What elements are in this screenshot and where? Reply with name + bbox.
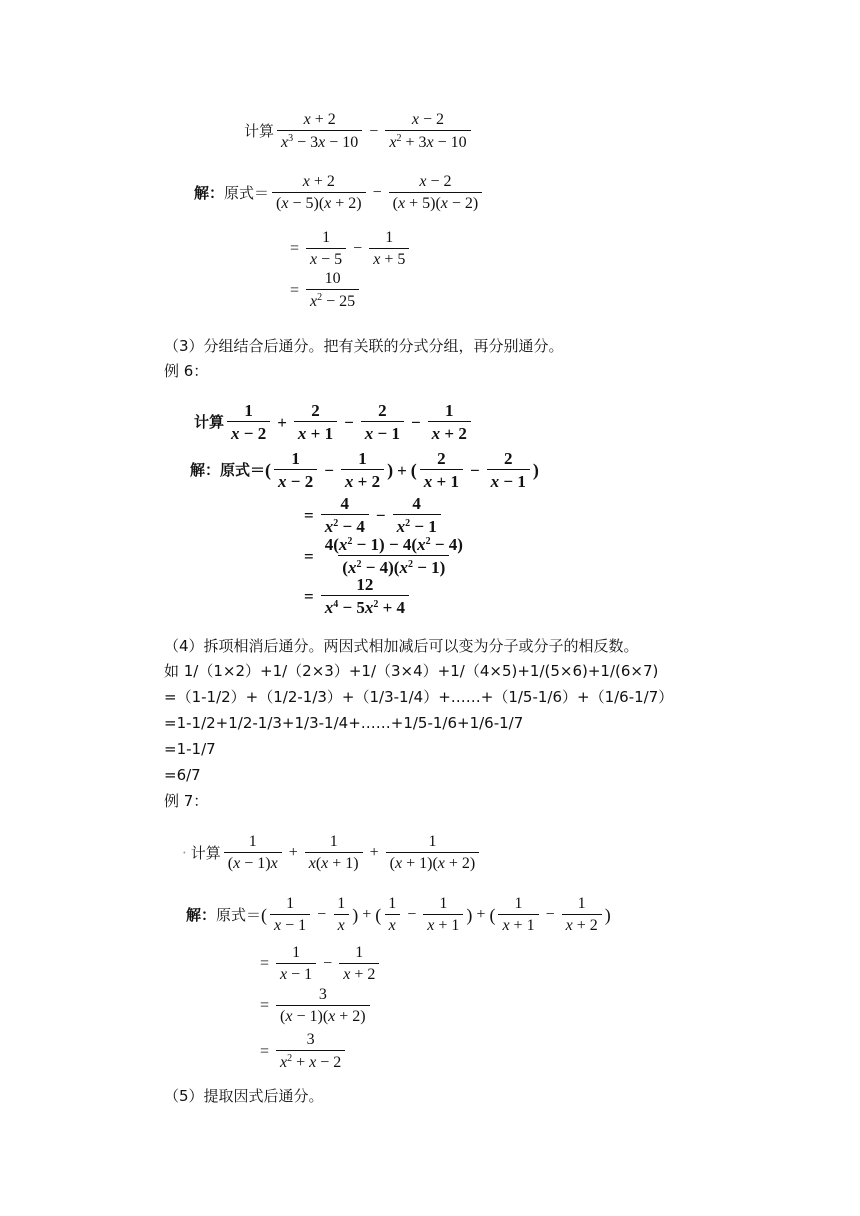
bullet: · bbox=[182, 843, 187, 862]
fraction: $\frac{1}{x + 2}$ bbox=[428, 402, 471, 442]
fraction: $\frac{x + 2}{(x - 5)(x + 2)}$ bbox=[272, 174, 366, 212]
fraction: $\frac{1}{x + 1}$ bbox=[498, 896, 538, 934]
example6-label: 例 6： bbox=[164, 362, 209, 380]
fraction: $\frac{1}{x + 2}$ bbox=[562, 896, 602, 934]
fraction: $\frac{2}{x - 1}$ bbox=[361, 402, 404, 442]
fraction: $\frac{1}{x - 5}$ bbox=[306, 230, 346, 268]
fraction: $\frac{1}{x - 2}$ bbox=[274, 450, 317, 490]
fraction: $\frac{2}{x - 1}$ bbox=[487, 450, 530, 490]
fraction: $\frac{1}{(x - 1)x}$ bbox=[224, 834, 282, 872]
compute-label: 计算 bbox=[244, 122, 275, 140]
fraction: $\frac{1}{x}$ bbox=[333, 896, 349, 934]
original-expression-label: 原式＝ bbox=[216, 905, 262, 924]
fraction: $\frac{1}{x - 1}$ bbox=[276, 945, 316, 983]
fraction: $\frac{1}{x + 5}$ bbox=[369, 230, 409, 268]
example7-solution-step4: = $\frac{3}{x^2 + x - 2}$ bbox=[256, 1032, 348, 1071]
example5-solution-step2: = $\frac{1}{x - 5}$ − $\frac{1}{x + 5}$ bbox=[286, 230, 412, 268]
example6-problem: 计算 $\frac{1}{x - 2}$ + $\frac{2}{x + 1}$ − $\frac{2}{x - 1}$ − $\frac{1}{x + 2}$ bbox=[194, 402, 474, 442]
fraction: $\frac{1}{x(x + 1)}$ bbox=[305, 834, 363, 872]
fraction: $\frac{1}{x - 1}$ bbox=[270, 896, 310, 934]
fraction: $\frac{3}{(x - 1)(x + 2)}$ bbox=[276, 987, 370, 1025]
example5-solution-step1: 解： 原式＝ $\frac{x + 2}{(x - 5)(x + 2)}$ − $\frac{x - 2}{(x + 5)(x - 2)}$ bbox=[194, 174, 485, 212]
example6-solution-step2: = $\frac{4}{x^2 - 4}$ − $\frac{4}{x^2 - 1}$ bbox=[300, 495, 444, 535]
fraction: $\frac{4}{x^2 - 4}$ bbox=[321, 495, 369, 535]
compute-label: 计算 bbox=[194, 412, 225, 431]
example7-label: 例 7： bbox=[164, 792, 209, 810]
fraction: $\frac{1}{x - 2}$ bbox=[227, 402, 270, 442]
compute-label: 计算 bbox=[190, 843, 221, 862]
solve-label: 解： bbox=[190, 460, 221, 479]
section4-line5: =6/7 bbox=[164, 766, 201, 784]
section5-heading: （5）提取因式后通分。 bbox=[164, 1087, 324, 1105]
fraction: $\frac{x - 2}{(x + 5)(x - 2)}$ bbox=[389, 174, 483, 212]
section3-heading: （3）分组结合后通分。把有关联的分式分组，再分别通分。 bbox=[164, 337, 564, 355]
fraction: $\frac{1}{x + 2}$ bbox=[341, 450, 384, 490]
fraction: $\frac{1}{x}$ bbox=[384, 896, 400, 934]
fraction: $\frac{2}{x + 1}$ bbox=[420, 450, 463, 490]
fraction: $\frac{4(x^2 - 1) - 4(x^2 - 4)}{(x^2 - 4)(x^2 - 1)}$ bbox=[324, 535, 463, 577]
solve-label: 解： bbox=[186, 905, 217, 924]
example6-solution-step3: = $\frac{4(x^2 - 1) - 4(x^2 - 4)}{(x^2 - 4)(x^2 - 1)}$ bbox=[300, 536, 470, 576]
example5-solution-step3: = $\frac{10}{x^2 - 25}$ bbox=[286, 271, 362, 310]
example5-problem: 计算 $\frac{x + 2}{x^3 - 3x - 10}$ − $\frac{x - 2}{x^2 + 3x - 10}$ bbox=[244, 112, 474, 151]
fraction: $\frac{10}{x^2 - 25}$ bbox=[306, 271, 359, 310]
solve-label: 解： bbox=[194, 183, 225, 202]
section4-line1: 如 1/（1×2）+1/（2×3）+1/（3×4）+1/（4×5)+1/(5×6)+1/(6×7) bbox=[164, 662, 659, 680]
fraction: $\frac{4}{x^2 - 1}$ bbox=[393, 495, 441, 535]
section4-heading: （4）拆项相消后通分。两因式相加减后可以变为分子或分子的相反数。 bbox=[164, 637, 639, 655]
section4-line2: =（1-1/2）+（1/2-1/3）+（1/3-1/4）+……+（1/5-1/6）+（1/6-1/7） bbox=[164, 688, 674, 706]
example7-solution-step2: = $\frac{1}{x - 1}$ − $\frac{1}{x + 2}$ bbox=[256, 945, 382, 983]
example7-solution-step1: 解： 原式＝ ( $\frac{1}{x - 1}$ − $\frac{1}{x}$ ) + ( $\frac{1}{x}$ − $\frac{1}{x + 1}$ ) + ( $\frac{1}{x + 1}$ − $\frac{1}{x + 2}$ ) bbox=[186, 895, 611, 934]
fraction: $\frac{x - 2}{x^2 + 3x - 10}$ bbox=[385, 112, 470, 151]
fraction: $\frac{12}{x^4 - 5x^2 + 4}$ bbox=[321, 576, 409, 616]
fraction: $\frac{1}{x + 2}$ bbox=[339, 945, 379, 983]
section4-line3: =1-1/2+1/2-1/3+1/3-1/4+……+1/5-1/6+1/6-1/7 bbox=[164, 714, 524, 732]
fraction: $\frac{1}{(x + 1)(x + 2)}$ bbox=[386, 834, 480, 872]
example6-solution-step1: 解： 原式＝ ( $\frac{1}{x - 2}$ − $\frac{1}{x + 2}$ ) + ( $\frac{2}{x + 1}$ − $\frac{2}{x - 1}$ ) bbox=[190, 449, 539, 491]
fraction: $\frac{x + 2}{x^3 - 3x - 10}$ bbox=[277, 112, 362, 151]
fraction: $\frac{1}{x + 1}$ bbox=[423, 896, 463, 934]
example7-solution-step3: = $\frac{3}{(x - 1)(x + 2)}$ bbox=[256, 987, 373, 1025]
example7-problem: · 计算 $\frac{1}{(x - 1)x}$ + $\frac{1}{x(x + 1)}$ + $\frac{1}{(x + 1)(x + 2)}$ bbox=[182, 834, 482, 872]
original-expression-label: 原式＝ bbox=[224, 183, 270, 202]
example6-solution-step4: = $\frac{12}{x^4 - 5x^2 + 4}$ bbox=[300, 576, 412, 616]
fraction: $\frac{3}{x^2 + x - 2}$ bbox=[276, 1032, 345, 1071]
fraction: $\frac{2}{x + 1}$ bbox=[294, 402, 337, 442]
section4-line4: =1-1/7 bbox=[164, 740, 216, 758]
original-expression-label: 原式＝ bbox=[220, 460, 266, 479]
